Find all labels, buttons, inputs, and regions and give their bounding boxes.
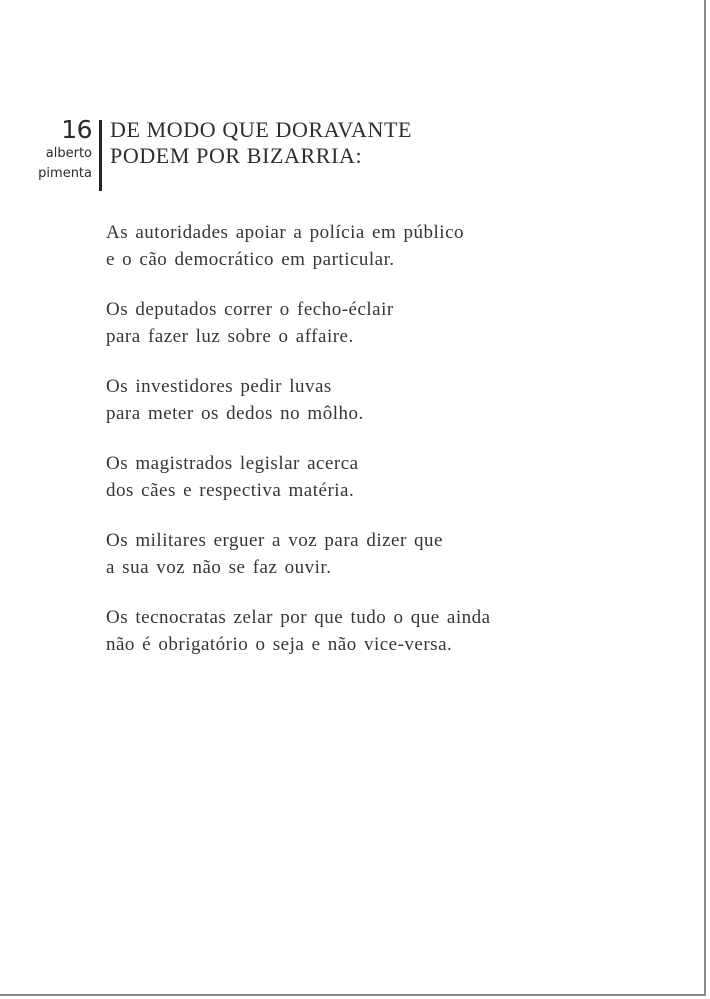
verse-line: Os magistrados legislar acerca (106, 453, 359, 474)
verse-line: não é obrigatório o seja e não vice-versa. (106, 634, 453, 655)
verse-line: e o cão democrático em particular. (106, 249, 395, 270)
poem-title-line-1: DE MODO QUE DORAVANTE (110, 117, 413, 142)
verse-line: a sua voz não se faz ouvir. (106, 557, 332, 578)
poem-body (106, 219, 491, 681)
verse-line: Os investidores pedir luvas (106, 376, 332, 397)
stanza (106, 373, 491, 427)
stanza (106, 450, 491, 504)
verse-line: Os deputados correr o fecho-éclair (106, 299, 394, 320)
stanza (106, 527, 491, 581)
poem-title (110, 117, 412, 169)
verse-line: para meter os dedos no môlho. (106, 403, 364, 424)
verse-line: As autoridades apoiar a polícia em público (106, 222, 465, 243)
poem-title-line-2: PODEM POR BIZARRIA: (110, 143, 363, 168)
stanza (106, 604, 491, 658)
page-number: 16 (61, 115, 92, 144)
verse-line: Os tecnocratas zelar por que tudo o que ainda (106, 607, 491, 628)
verse-line: para fazer luz sobre o affaire. (106, 326, 354, 347)
author-last-name: pimenta (38, 166, 92, 181)
margin-header (38, 116, 92, 184)
author-first-name: alberto (45, 146, 92, 161)
verse-line: Os militares erguer a voz para dizer que (106, 530, 443, 551)
stanza (106, 296, 491, 350)
verse-line: dos cães e respectiva matéria. (106, 480, 355, 501)
vertical-rule (99, 120, 102, 191)
stanza (106, 219, 491, 273)
